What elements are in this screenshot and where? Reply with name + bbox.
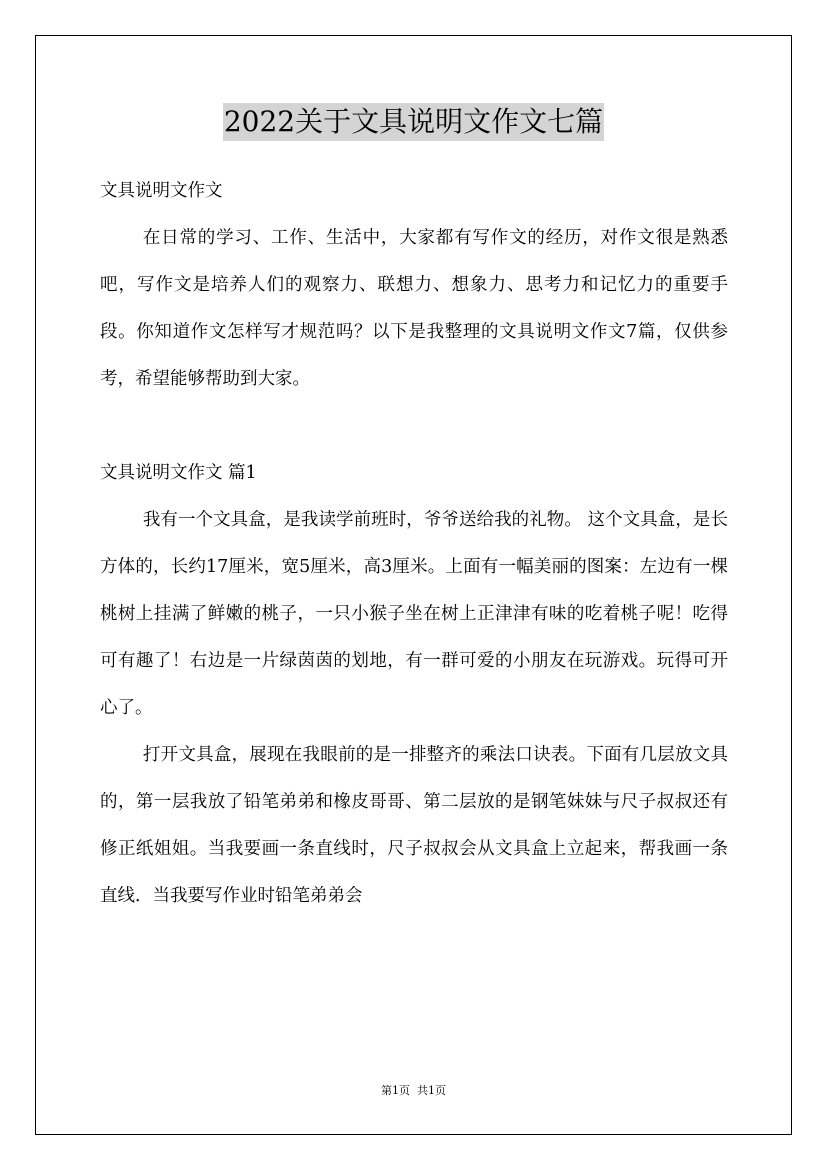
section1-paragraph-2: 打开文具盒，展现在我眼前的是一排整齐的乘法口诀表。下面有几层放文具的，第一层我放了铅笔弟弟和橡皮哥哥、第二层放的是钢笔妹妹与尺子叔叔还有修正纸姐姐。当我要画一条直线时，尺子叔叔会从文具盒上立起来，帮我画一条直线．当我要写作业时铅笔弟弟会	[100, 745, 728, 906]
intro-heading: 文具说明文作文	[100, 181, 223, 201]
section1-paragraph-1: 我有一个文具盒，是我读学前班时，爷爷送给我的礼物。 这个文具盒，是长方体的，长约17厘米，宽5厘米，高3厘米。上面有一幅美丽的图案：左边有一棵桃树上挂满了鲜嫩的桃子，一只小猴子坐在树上正津津有味的吃着桃子呢！吃得可有趣了！右边是一片绿茵茵的划地，有一群可爱的小朋友在玩游戏。玩得可开心了。	[100, 510, 728, 718]
section-gap	[100, 403, 728, 450]
intro-paragraph: 在日常的学习、工作、生活中，大家都有写作文的经历，对作文很是熟悉吧，写作文是培养人们的观察力、联想力、想象力、思考力和记忆力的重要手段。你知道作文怎样写才规范吗？以下是我整理的文具说明文作文7篇，仅供参考，希望能够帮助到大家。	[100, 228, 728, 389]
document-title: 2022关于文具说明文作文七篇	[223, 103, 604, 141]
page-footer	[0, 1083, 827, 1099]
document-body	[100, 168, 728, 920]
section1-heading: 文具说明文作文 篇1	[100, 463, 257, 483]
page-total: 共1页	[417, 1084, 446, 1097]
page-number: 第1页	[381, 1084, 410, 1097]
title-container	[0, 103, 827, 141]
